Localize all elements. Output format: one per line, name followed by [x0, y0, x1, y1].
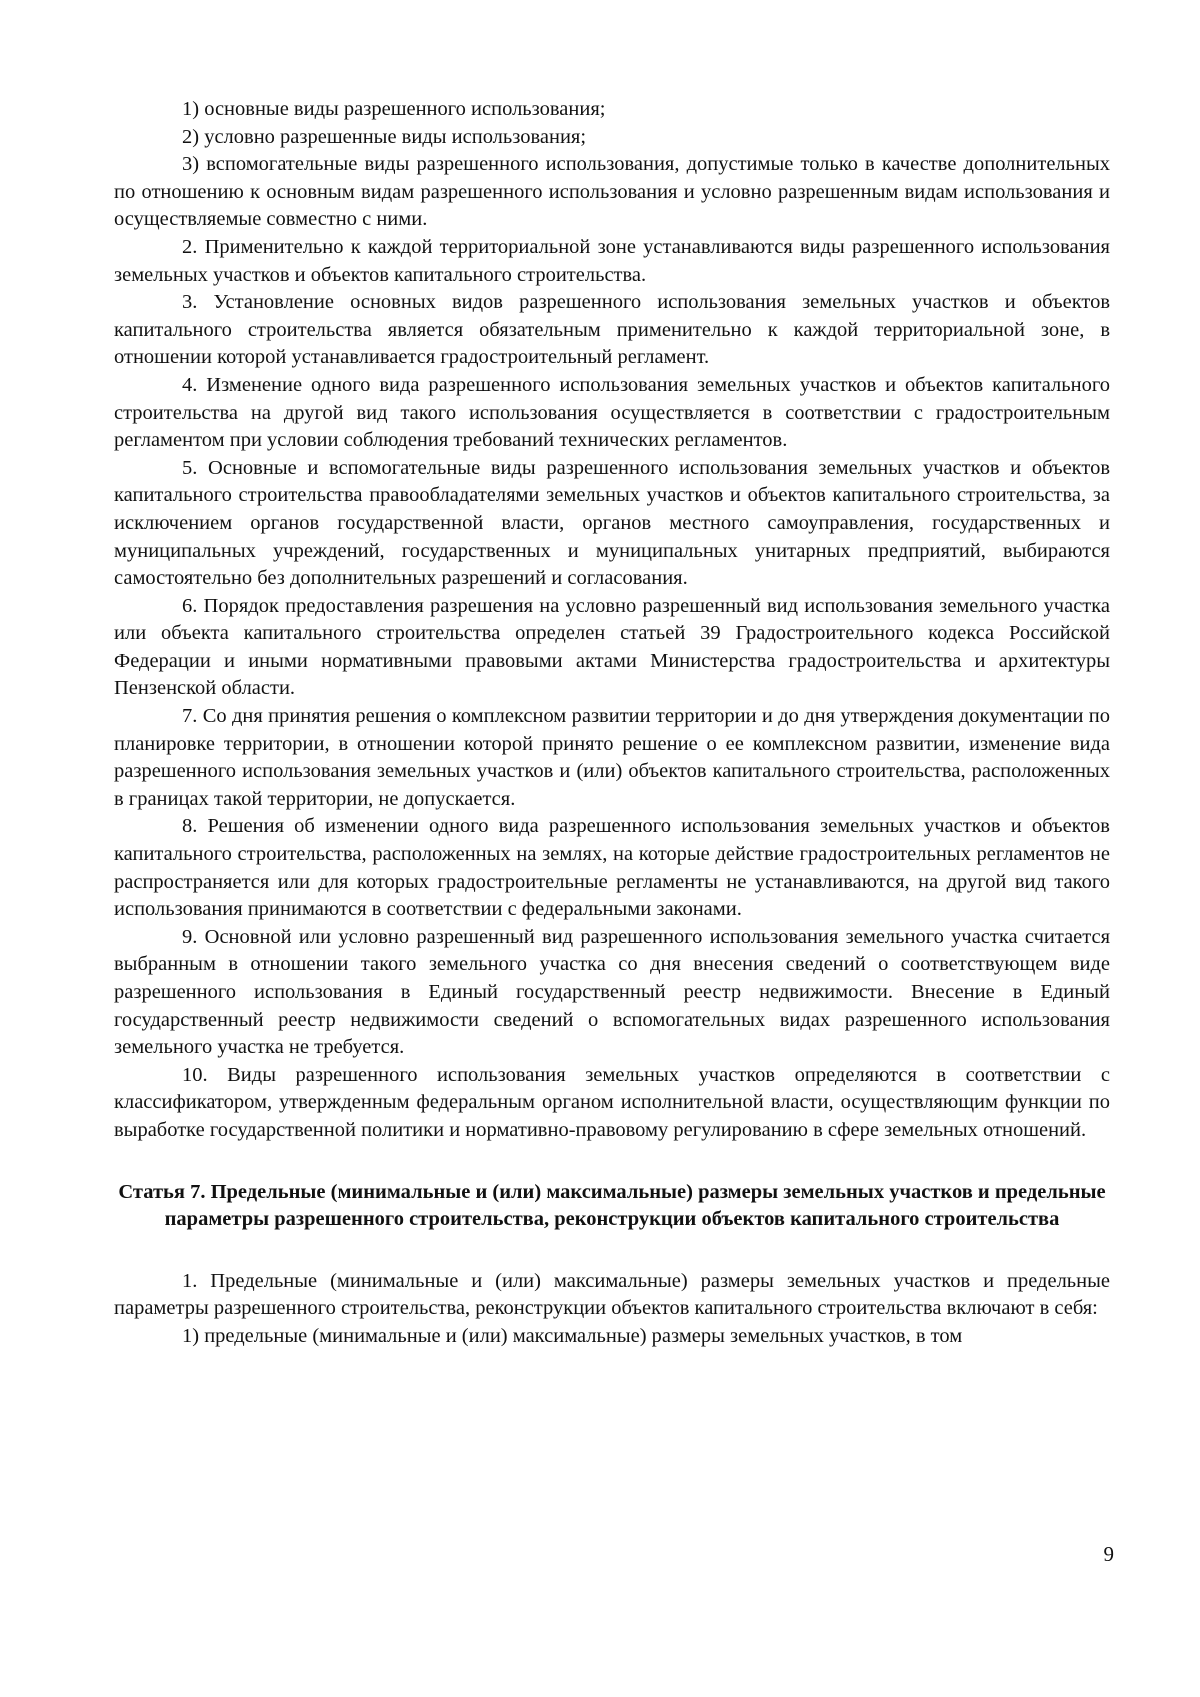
paragraph-8: 8. Решения об изменении одного вида разрешенного использования земельных участков и объектов капитального строительства, расположенных на землях, на которые действие градостроительных регламентов не распространяется или для которых градостроительные регламенты не устанавливаются, на другой вид такого использования принимаются в соответствии с федеральными законами. [114, 815, 1110, 921]
paragraph-10: 10. Виды разрешенного использования земельных участков определяются в соответствии с классификатором, утвержденным федеральным органом исполнительной власти, осуществляющим функции по выработке государственной политики и нормативно-правовому регулированию в сфере земельных отношений. [114, 1063, 1110, 1141]
paragraph-4: 4. Изменение одного вида разрешенного использования земельных участков и объектов капитального строительства на другой вид такого использования осуществляется в соответствии с градостроительным регламентом при условии соблюдения требований технических регламентов. [114, 373, 1110, 452]
article-7-paragraph-1: 1. Предельные (минимальные и (или) максимальные) размеры земельных участков и предельные параметры разрешенного строительства, реконструкции объектов капитального строительства включают в себя: [114, 1269, 1110, 1320]
paragraph-5: 5. Основные и вспомогательные виды разрешенного использования земельных участков и объектов капитального строительства правообладателями земельных участков и объектов капитального строительства, за исключением органов государственной власти, органов местного самоуправления, государственных и муниципальных учреждений, государственных и муниципальных унитарных предприятий, выбираются самостоятельно без дополнительных разрешений и согласования. [114, 456, 1110, 590]
article-7-list-item-1: 1) предельные (минимальные и (или) максимальные) размеры земельных участков, в том [182, 1324, 963, 1347]
page-number: 9 [1103, 1542, 1114, 1566]
paragraph-6: 6. Порядок предоставления разрешения на условно разрешенный вид использования земельного участка или объекта капитального строительства определен статьей 39 Градостроительного кодекса Российской Федерации и иными нормативными правовыми актами Министерства градостроительства и архитектуры Пензенской области. [114, 594, 1110, 700]
paragraph-7: 7. Со дня принятия решения о комплексном развитии территории и до дня утверждения документации по планировке территории, в отношении которой принято решение о ее комплексном развитии, изменение вида разрешенного использования земельных участков и (или) объектов капитального строительства, расположенных в границах такой территории, не допускается. [114, 705, 1110, 810]
list-item-auxiliary-uses: 3) вспомогательные виды разрешенного использования, допустимые только в качестве дополнительных по отношению к основным видам разрешенного использования и условно разрешенным видам использования и осуществляемые совместно с ними. [114, 153, 1110, 231]
paragraph-9: 9. Основной или условно разрешенный вид разрешенного использования земельного участка считается выбранным в отношении такого земельного участка со дня внесения сведений о соответствующем виде разрешенного использования в Единый государственный реестр недвижимости. Внесение в Единый государственный реестр недвижимости сведений о вспомогательных видах разрешенного использования земельного участка не требуется. [114, 925, 1110, 1059]
paragraph-3: 3. Установление основных видов разрешенного использования земельных участков и объектов капитального строительства является обязательным применительно к каждой территориальной зоне, в отношении которой устанавливается градостроительный регламент. [114, 291, 1110, 369]
article-7-heading: Статья 7. Предельные (минимальные и (или) максимальные) размеры земельных участков и предельные параметры разрешенного строительства, реконструкции объектов капитального строительства [118, 1180, 1106, 1231]
list-item-conditional-uses: 2) условно разрешенные виды использования; [182, 125, 587, 148]
list-item-basic-uses: 1) основные виды разрешенного использования; [182, 98, 606, 120]
paragraph-2: 2. Применительно к каждой территориальной зоне устанавливаются виды разрешенного использования земельных участков и объектов капитального строительства. [114, 235, 1110, 286]
document-body [114, 96, 1110, 1351]
